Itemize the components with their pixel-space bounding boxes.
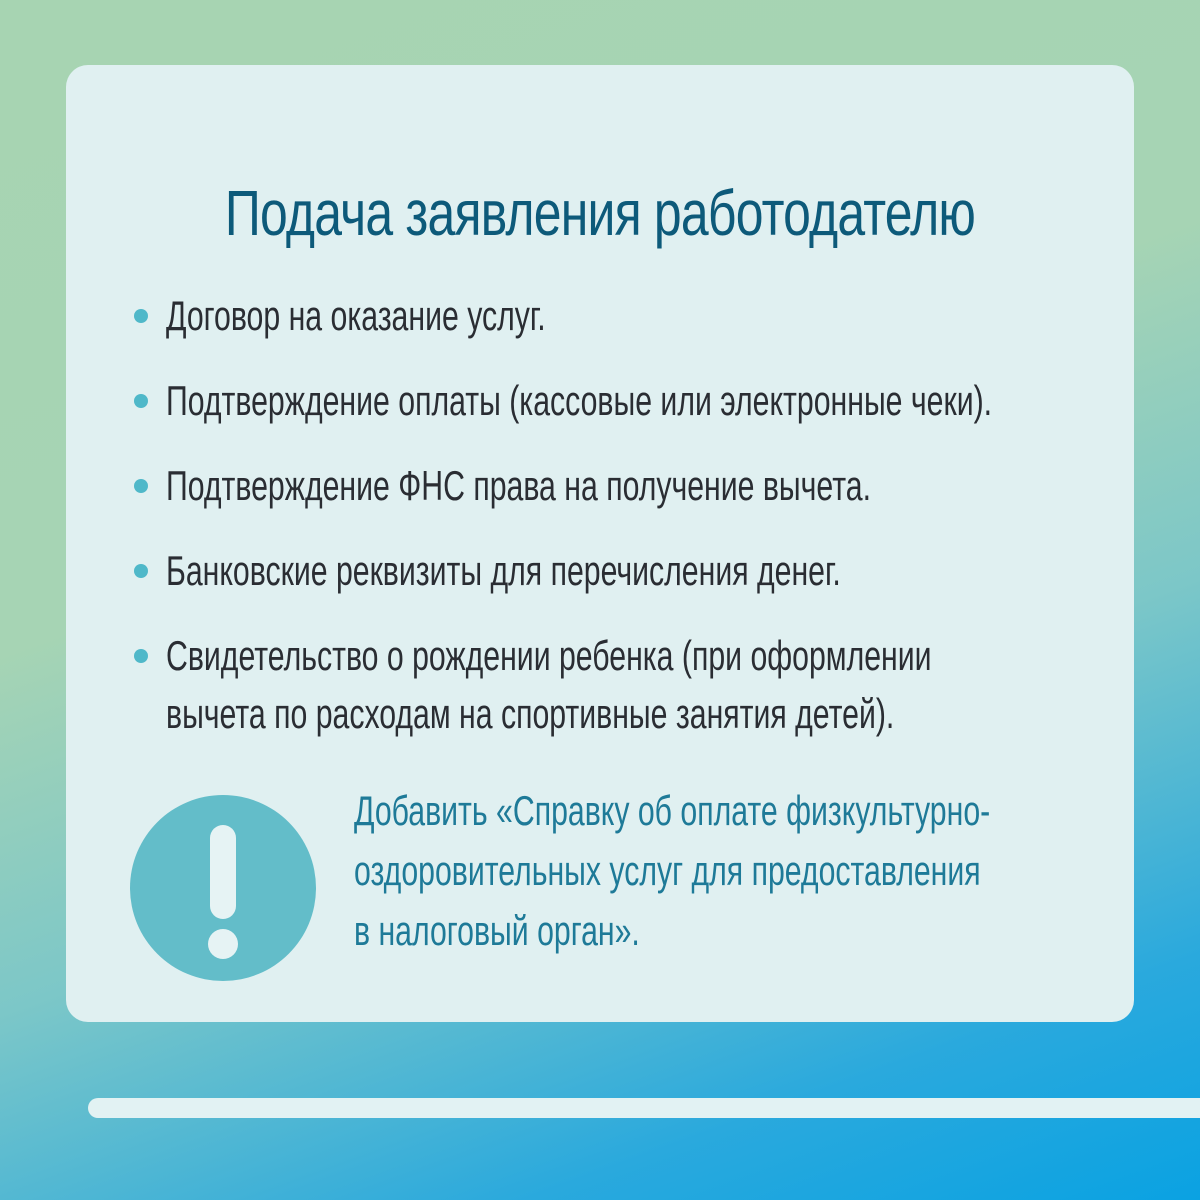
decorative-bar — [88, 1098, 1200, 1118]
list-item — [130, 457, 1110, 515]
list-item-text: Подтверждение ФНС права на получение вычета. — [166, 462, 871, 509]
list-item-text: Свидетельство о рождении ребенка (при оформлении вычета по расходам на спортивные занятия детей). — [166, 632, 932, 737]
list-item-text: Договор на оказание услуг. — [166, 292, 546, 339]
bullet-dot-icon — [134, 309, 148, 323]
exclamation-bar — [210, 825, 236, 919]
list-item — [130, 542, 1110, 600]
list-item-text: Банковские реквизиты для перечисления денег. — [166, 547, 841, 594]
list-item-text: Подтверждение оплаты (кассовые или электронные чеки). — [166, 377, 993, 424]
requirements-list — [130, 287, 1110, 770]
bullet-dot-icon — [134, 479, 148, 493]
note-text: Добавить «Справку об оплате физкультурно- оздоровительных услуг для предоставления в налоговый орган». — [354, 787, 991, 954]
content-card — [66, 65, 1134, 1022]
exclamation-dot — [208, 929, 238, 959]
bullet-dot-icon — [134, 394, 148, 408]
bullet-dot-icon — [134, 564, 148, 578]
exclamation-icon — [130, 795, 316, 981]
list-item — [130, 287, 1110, 345]
page-title: Подача заявления работодателю — [224, 177, 976, 249]
list-item — [130, 627, 1110, 743]
list-item — [130, 372, 1110, 430]
bullet-dot-icon — [134, 649, 148, 663]
